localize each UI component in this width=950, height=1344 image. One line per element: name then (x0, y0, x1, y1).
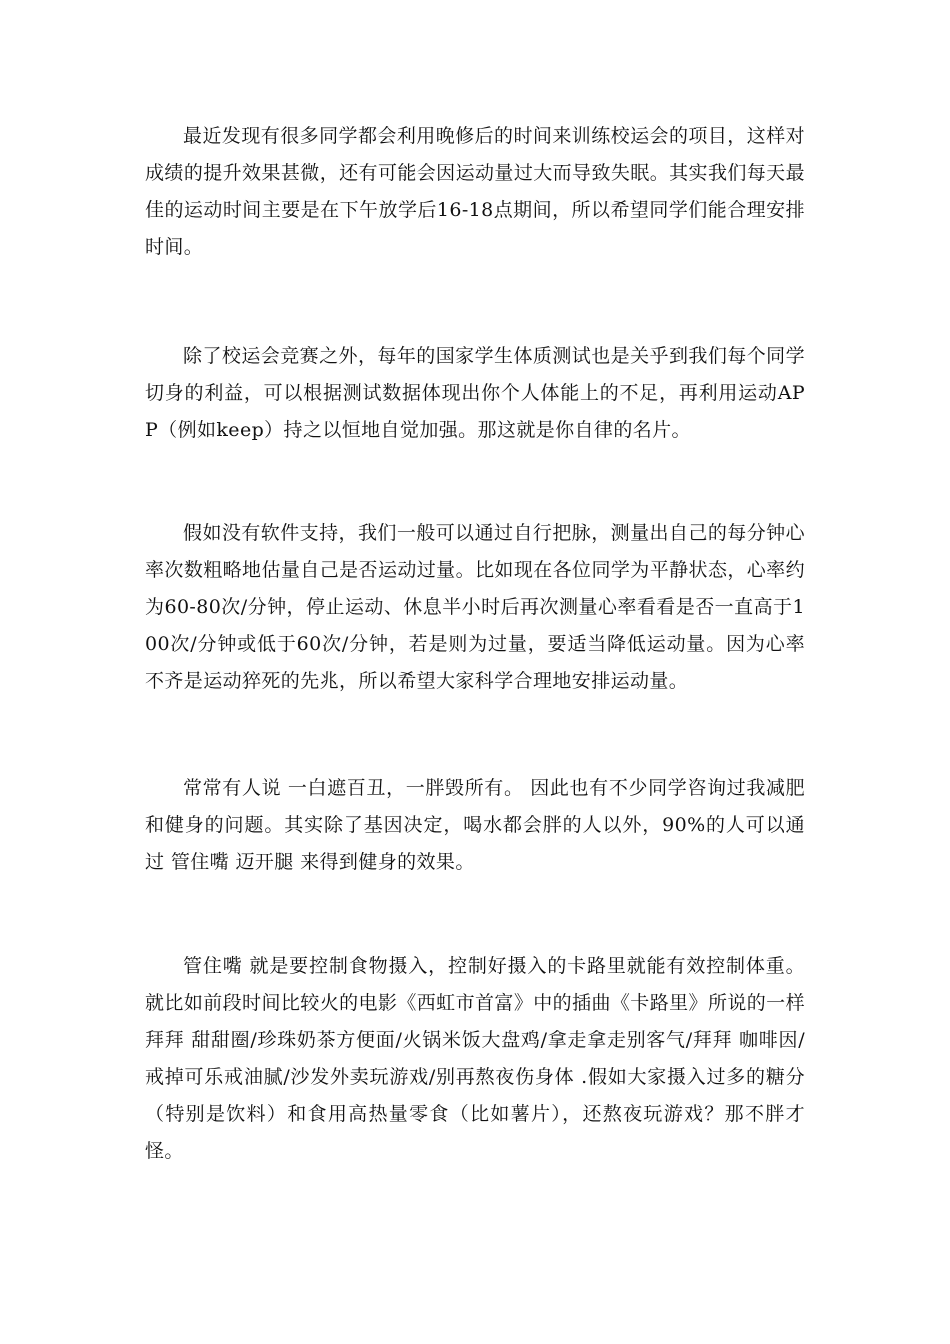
paragraph-training-time: 最近发现有很多同学都会利用晚修后的时间来训练校运会的项目，这样对成绩的提升效果甚微，还有可能会因运动量过大而导致失眠。其实我们每天最佳的运动时间主要是在下午放学后16-18点期间，所以希望同学们能合理安排时间。 (145, 125, 805, 258)
paragraph-weight-loss: 常常有人说 一白遮百丑，一胖毁所有。 因此也有不少同学咨询过我减肥和健身的问题。其实除了基因决定，喝水都会胖的人以外，90%的人可以通过 管住嘴 迈开腿 来得到健身的效果。 (145, 777, 805, 873)
paragraph-diet-control: 管住嘴 就是要控制食物摄入，控制好摄入的卡路里就能有效控制体重。就比如前段时间比较火的电影《西虹市首富》中的插曲《卡路里》所说的一样 拜拜 甜甜圈/珍珠奶茶方便面/火锅米饭大盘鸡/拿走拿走别客气/拜拜 咖啡因/戒掉可乐戒油腻/沙发外卖玩游戏/别再熬夜伤身体 .假如大家摄入过多的糖分（特别是饮料）和食用高热量零食（比如薯片），还熬夜玩游戏？那不胖才怪。 (145, 955, 805, 1162)
paragraph-heart-rate: 假如没有软件支持，我们一般可以通过自行把脉，测量出自己的每分钟心率次数粗略地估量自己是否运动过量。比如现在各位同学为平静状态，心率约为60-80次/分钟，停止运动、休息半小时后再次测量心率看看是否一直高于100次/分钟或低于60次/分钟，若是则为过量，要适当降低运动量。因为心率不齐是运动猝死的先兆，所以希望大家科学合理地安排运动量。 (145, 522, 805, 692)
paragraph-fitness-test: 除了校运会竞赛之外，每年的国家学生体质测试也是关乎到我们每个同学切身的利益，可以根据测试数据体现出你个人体能上的不足，再利用运动APP（例如keep）持之以恒地自觉加强。那这就是你自律的名片。 (145, 345, 805, 441)
